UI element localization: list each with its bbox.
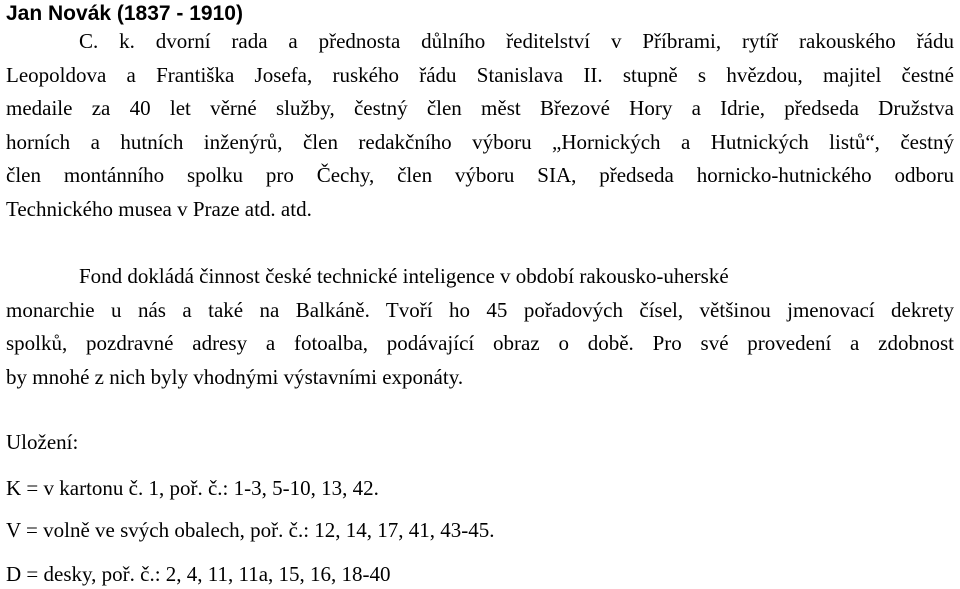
biography-line: Technického musea v Praze atd. atd. [6, 196, 312, 221]
biography-line: Leopoldova a Františka Josefa, ruského řádu Stanislava II. stupně s hvězdou, majitel čestné [6, 62, 954, 87]
fond-line: spolků, pozdravné adresy a fotoalba, podávající obraz o době. Pro své provedení a zdobnost [6, 331, 954, 355]
fond-line: by mnohé z nich byly vhodnými výstavními exponáty. [6, 364, 464, 389]
person-heading: Jan Novák (1837 - 1910) [6, 2, 243, 25]
storage-item-loose: V = volně ve svých obalech, poř. č.: 12, 14, 17, 41, 43-45. [6, 518, 495, 542]
storage-label: Uložení: [6, 430, 79, 454]
biography-line: horních a hutních inženýrů, člen redakčního výboru „Hornických a Hutnických listů“, čestný [6, 129, 954, 154]
storage-item-carton: K = v kartonu č. 1, poř. č.: 1-3, 5-10, 13, 42. [6, 476, 379, 500]
storage-item-boards: D = desky, poř. č.: 2, 4, 11, 11a, 15, 16, 18-40 [6, 562, 391, 586]
fond-line: Fond dokládá činnost české technické inteligence v období rakousko-uherské [79, 264, 729, 288]
biography-paragraph [6, 25, 954, 226]
biography-line: člen montánního spolku pro Čechy, člen výboru SIA, předseda hornicko-hutnického odboru [6, 163, 954, 187]
biography-line: medaile za 40 let věrné služby, čestný člen měst Březové Hory a Idrie, předseda Družstva [6, 96, 954, 120]
biography-line: C. k. dvorní rada a přednosta důlního ředitelství v Příbrami, rytíř rakouského řádu [79, 29, 954, 53]
fond-line: monarchie u nás a také na Balkáně. Tvoří ho 45 pořadových čísel, většinou jmenovací dekrety [6, 297, 954, 322]
fond-description-paragraph [6, 260, 954, 394]
